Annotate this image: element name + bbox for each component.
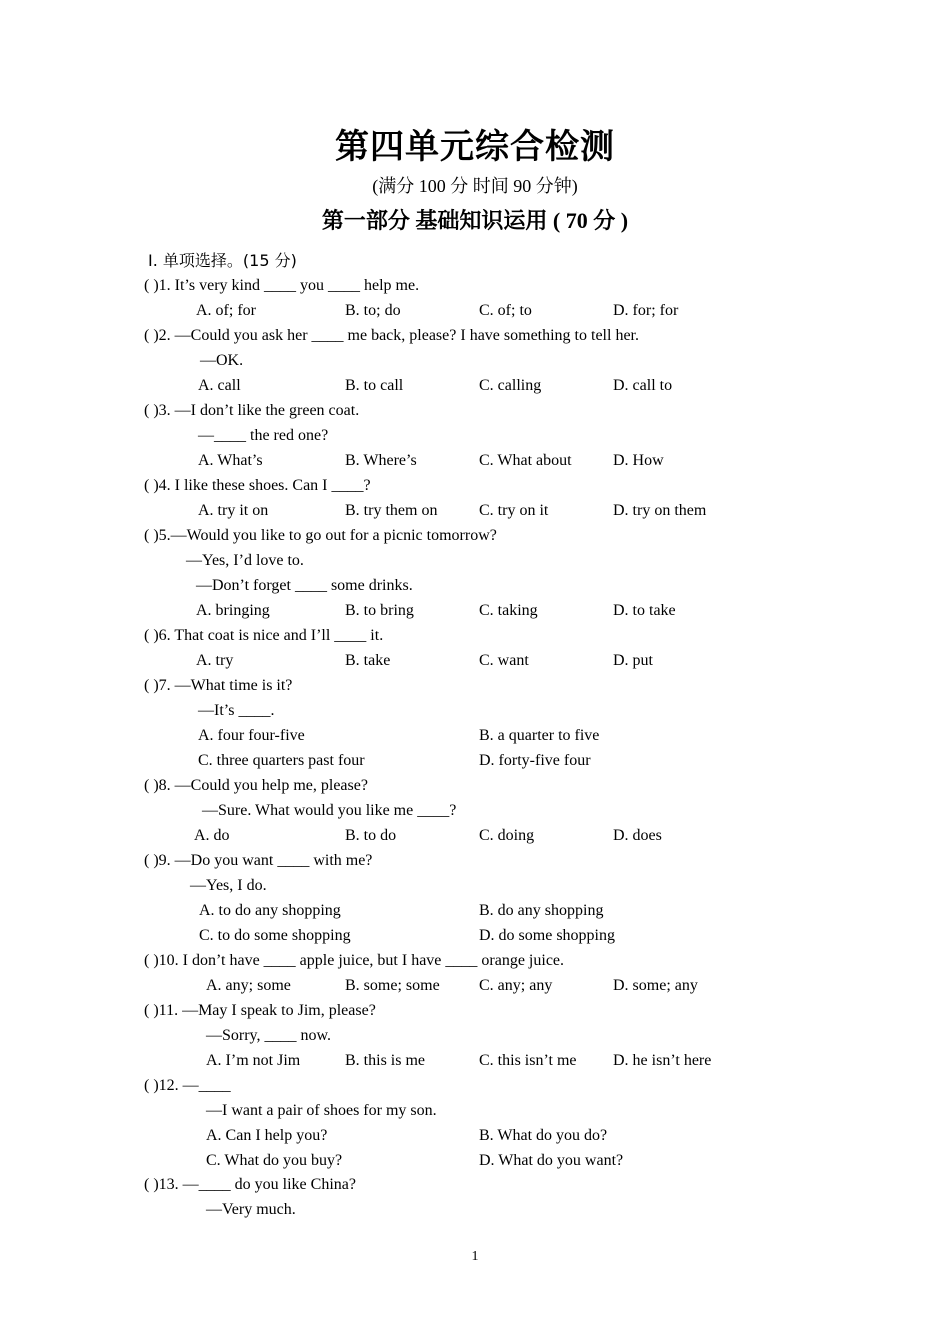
question-11-option-a: A. I’m not Jim <box>206 1052 301 1069</box>
question-3-option-b: B. Where’s <box>345 452 417 469</box>
question-2-stem: ( )2. —Could you ask her ____ me back, please? I have something to tell her. <box>144 327 639 344</box>
question-4-option-c: C. try on it <box>479 502 549 519</box>
question-12-option-d: D. What do you want? <box>479 1152 624 1169</box>
question-11-stem: ( )11. —May I speak to Jim, please? <box>144 1002 376 1019</box>
question-4-option-b: B. try them on <box>345 502 438 519</box>
question-5-option-c: C. taking <box>479 602 538 619</box>
question-5-stem: ( )5.—Would you like to go out for a picnic tomorrow? <box>144 527 497 544</box>
question-6-option-d: D. put <box>613 652 653 669</box>
question-8-line-2: —Sure. What would you like me ____? <box>202 802 457 819</box>
question-6-option-a: A. try <box>196 652 234 669</box>
page-number: 1 <box>471 1249 479 1264</box>
question-10-option-a: A. any; some <box>206 977 291 994</box>
question-8-stem: ( )8. —Could you help me, please? <box>144 777 368 794</box>
part-heading: 第一部分 基础知识运用 ( 70 分 ) <box>321 208 629 233</box>
question-1-stem: ( )1. It’s very kind ____ you ____ help me. <box>144 277 420 294</box>
question-3-option-c: C. What about <box>479 452 572 469</box>
question-8-option-b: B. to do <box>345 827 397 844</box>
question-7-stem: ( )7. —What time is it? <box>144 677 293 694</box>
question-1-option-c: C. of; to <box>479 302 532 319</box>
question-11-line-2: —Sorry, ____ now. <box>206 1027 332 1044</box>
question-12-option-c: C. What do you buy? <box>206 1152 343 1169</box>
question-12-option-b: B. What do you do? <box>479 1127 608 1144</box>
question-8-option-a: A. do <box>194 827 230 844</box>
question-1-option-d: D. for; for <box>613 302 679 319</box>
question-9-option-b: B. do any shopping <box>479 902 604 919</box>
question-3-line-2: —____ the red one? <box>198 427 329 444</box>
question-11-option-d: D. he isn’t here <box>613 1052 712 1069</box>
question-11-option-b: B. this is me <box>345 1052 426 1069</box>
question-7-line-2: —It’s ____. <box>198 702 275 719</box>
question-13-line-2: —Very much. <box>206 1201 296 1218</box>
question-9-option-d: D. do some shopping <box>479 927 615 944</box>
question-7-option-d: D. forty-five four <box>479 752 591 769</box>
question-8-option-d: D. does <box>613 827 662 844</box>
question-5-option-b: B. to bring <box>345 602 414 619</box>
question-1-option-b: B. to; do <box>345 302 401 319</box>
question-2-option-c: C. calling <box>479 377 542 394</box>
exam-title: 第四单元综合检测 <box>335 129 615 166</box>
question-2-option-a: A. call <box>198 377 241 394</box>
question-9-option-c: C. to do some shopping <box>199 927 351 944</box>
question-9-stem: ( )9. —Do you want ____ with me? <box>144 852 373 869</box>
question-5-line-2: —Yes, I’d love to. <box>186 552 304 569</box>
question-3-stem: ( )3. —I don’t like the green coat. <box>144 402 360 419</box>
question-4-option-d: D. try on them <box>613 502 707 519</box>
question-4-stem: ( )4. I like these shoes. Can I ____? <box>144 477 371 494</box>
question-10-option-d: D. some; any <box>613 977 698 994</box>
question-10-option-c: C. any; any <box>479 977 553 994</box>
question-7-option-a: A. four four-five <box>198 727 305 744</box>
question-6-option-b: B. take <box>345 652 391 669</box>
question-10-stem: ( )10. I don’t have ____ apple juice, but I have ____ orange juice. <box>144 952 565 969</box>
question-9-option-a: A. to do any shopping <box>199 902 341 919</box>
section-heading: Ⅰ. 单项选择。(15 分) <box>148 251 297 270</box>
question-12-option-a: A. Can I help you? <box>206 1127 328 1144</box>
question-10-option-b: B. some; some <box>345 977 440 994</box>
question-2-line-2: —OK. <box>200 352 244 369</box>
question-4-option-a: A. try it on <box>198 502 269 519</box>
question-5-line-3: —Don’t forget ____ some drinks. <box>196 577 413 594</box>
question-2-option-d: D. call to <box>613 377 673 394</box>
question-6-stem: ( )6. That coat is nice and I’ll ____ it. <box>144 627 384 644</box>
question-9-line-2: —Yes, I do. <box>190 877 267 894</box>
question-8-option-c: C. doing <box>479 827 535 844</box>
question-2-option-b: B. to call <box>345 377 404 394</box>
question-3-option-d: D. How <box>613 452 664 469</box>
question-3-option-a: A. What’s <box>198 452 263 469</box>
question-13-stem: ( )13. —____ do you like China? <box>144 1176 356 1193</box>
question-11-option-c: C. this isn’t me <box>479 1052 577 1069</box>
question-7-option-b: B. a quarter to five <box>479 727 600 744</box>
exam-subtitle: (满分 100 分 时间 90 分钟) <box>372 176 578 196</box>
question-6-option-c: C. want <box>479 652 529 669</box>
question-5-option-a: A. bringing <box>196 602 270 619</box>
question-12-line-2: —I want a pair of shoes for my son. <box>206 1102 437 1119</box>
question-12-stem: ( )12. —____ <box>144 1077 231 1094</box>
question-7-option-c: C. three quarters past four <box>198 752 365 769</box>
question-1-option-a: A. of; for <box>196 302 256 319</box>
question-5-option-d: D. to take <box>613 602 676 619</box>
